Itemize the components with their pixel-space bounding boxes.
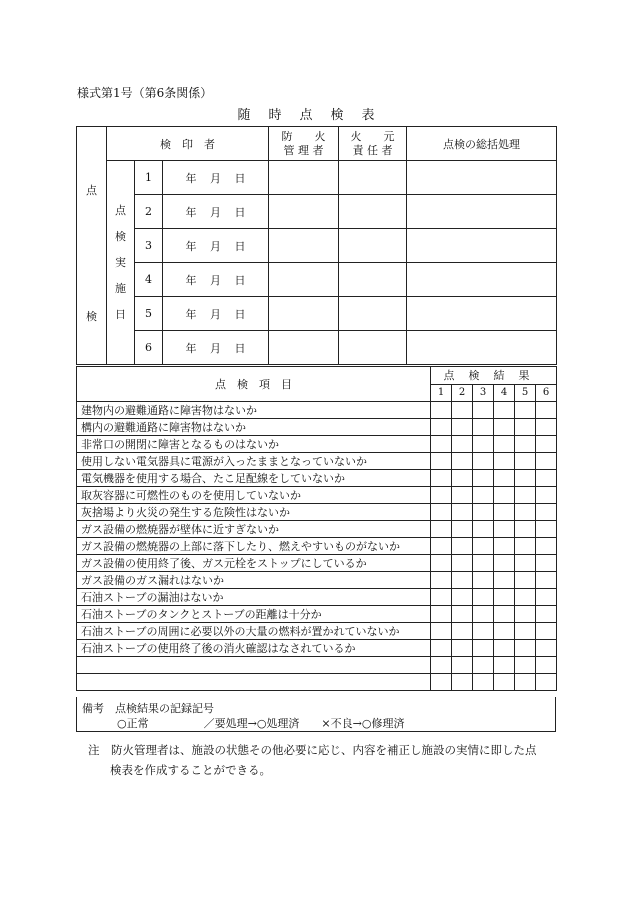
result-cell[interactable] (536, 436, 557, 453)
date-row-number: 1 (135, 161, 163, 195)
result-cell[interactable] (452, 521, 473, 538)
result-cell[interactable] (431, 504, 452, 521)
result-cell[interactable] (515, 538, 536, 555)
result-cell[interactable] (452, 606, 473, 623)
result-cell[interactable] (536, 572, 557, 589)
summary-cell[interactable] (407, 161, 557, 195)
result-cell[interactable] (536, 589, 557, 606)
table-row (77, 504, 557, 521)
result-cell[interactable] (452, 589, 473, 606)
result-cell[interactable] (473, 555, 494, 572)
result-col-number: 6 (536, 384, 557, 402)
result-cell[interactable] (452, 623, 473, 640)
result-cell[interactable] (536, 487, 557, 504)
result-cell[interactable] (431, 470, 452, 487)
summary-cell[interactable] (407, 229, 557, 263)
document-title: 随時点検表 (237, 108, 393, 123)
date-field[interactable]: 年 月 日 (163, 229, 269, 263)
fire-manager-header: 防 火 管 理 者 (269, 127, 339, 161)
table-row (77, 419, 557, 436)
table-row (77, 623, 557, 640)
check-item-label (77, 657, 431, 674)
side-label-cell (77, 127, 107, 365)
table-row (77, 640, 557, 657)
remarks-box (76, 697, 556, 732)
form-title: 様式第1号（第6条関係） (77, 86, 213, 100)
result-cell[interactable] (473, 453, 494, 470)
result-cell[interactable] (473, 521, 494, 538)
inspection-record-table (76, 126, 557, 365)
result-cell[interactable] (494, 402, 515, 419)
result-cell[interactable] (431, 436, 452, 453)
result-cell[interactable] (515, 623, 536, 640)
result-cell[interactable] (515, 402, 536, 419)
result-col-number: 5 (515, 384, 536, 402)
date-row-number: 2 (135, 195, 163, 229)
result-cell[interactable] (515, 436, 536, 453)
result-cell[interactable] (431, 572, 452, 589)
check-item-label: 石油ストーブの使用終了後の消火確認はなされているか (77, 640, 431, 657)
check-item-label: 建物内の避難通路に障害物はないか (77, 402, 431, 419)
result-cell[interactable] (536, 606, 557, 623)
result-cell[interactable] (473, 538, 494, 555)
table-row (77, 521, 557, 538)
date-field[interactable]: 年 月 日 (163, 195, 269, 229)
result-cell[interactable] (431, 521, 452, 538)
result-cell[interactable] (515, 487, 536, 504)
remarks-title: 備考 点検結果の記録記号 (82, 702, 214, 715)
date-field[interactable]: 年 月 日 (163, 297, 269, 331)
table-row (77, 674, 557, 691)
fire-source-stamp[interactable] (339, 297, 407, 331)
result-cell[interactable] (452, 436, 473, 453)
result-cell[interactable] (473, 504, 494, 521)
fire-source-stamp[interactable] (339, 161, 407, 195)
check-item-label: 石油ストーブの周囲に必要以外の大量の燃料が置かれていないか (77, 623, 431, 640)
table-row (77, 470, 557, 487)
result-cell[interactable] (473, 436, 494, 453)
table-row (77, 606, 557, 623)
date-row-number: 4 (135, 263, 163, 297)
check-item-label: 石油ストーブの漏油はないか (77, 589, 431, 606)
result-cell[interactable] (536, 402, 557, 419)
fire-source-stamp[interactable] (339, 331, 407, 365)
result-col-number: 1 (431, 384, 452, 402)
table-row (77, 555, 557, 572)
result-cell[interactable] (452, 538, 473, 555)
table-row (77, 657, 557, 674)
result-cell[interactable] (494, 572, 515, 589)
check-item-label: 構内の避難通路に障害物はないか (77, 419, 431, 436)
result-cell[interactable] (431, 657, 452, 674)
table-row (77, 453, 557, 470)
result-cell[interactable] (494, 623, 515, 640)
result-cell[interactable] (473, 674, 494, 691)
table-row (77, 572, 557, 589)
result-cell[interactable] (452, 657, 473, 674)
result-cell[interactable] (431, 589, 452, 606)
result-cell[interactable] (431, 623, 452, 640)
result-cell[interactable] (452, 572, 473, 589)
result-cell[interactable] (494, 521, 515, 538)
date-field[interactable]: 年 月 日 (163, 161, 269, 195)
result-cell[interactable] (515, 657, 536, 674)
table-row (77, 487, 557, 504)
results-header: 点検結果 (431, 367, 557, 385)
date-row-number: 6 (135, 331, 163, 365)
result-cell[interactable] (515, 419, 536, 436)
result-cell[interactable] (515, 555, 536, 572)
fire-source-stamp[interactable] (339, 229, 407, 263)
table-row (77, 402, 557, 419)
result-cell[interactable] (494, 504, 515, 521)
table-row (77, 436, 557, 453)
check-item-label (77, 674, 431, 691)
result-cell[interactable] (473, 572, 494, 589)
check-item-label: 非常口の開閉に障害となるものはないか (77, 436, 431, 453)
fire-manager-stamp[interactable] (269, 263, 339, 297)
result-cell[interactable] (452, 470, 473, 487)
result-cell[interactable] (452, 419, 473, 436)
check-item-label: 電気機器を使用する場合、たこ足配線をしていないか (77, 470, 431, 487)
fire-source-header: 火 元 責 任 者 (339, 127, 407, 161)
result-cell[interactable] (536, 419, 557, 436)
result-cell[interactable] (431, 555, 452, 572)
date-row-number: 3 (135, 229, 163, 263)
fire-manager-stamp[interactable] (269, 229, 339, 263)
result-cell[interactable] (515, 606, 536, 623)
result-cell[interactable] (494, 470, 515, 487)
summary-cell[interactable] (407, 297, 557, 331)
result-cell[interactable] (515, 470, 536, 487)
fire-manager-stamp[interactable] (269, 297, 339, 331)
table-row (77, 538, 557, 555)
result-cell[interactable] (536, 538, 557, 555)
result-cell[interactable] (452, 487, 473, 504)
side-label-top: 点 (86, 184, 97, 197)
result-cell[interactable] (473, 640, 494, 657)
result-cell[interactable] (494, 487, 515, 504)
result-cell[interactable] (536, 657, 557, 674)
result-cell[interactable] (536, 555, 557, 572)
result-cell[interactable] (536, 521, 557, 538)
result-cell[interactable] (431, 674, 452, 691)
result-cell[interactable] (536, 674, 557, 691)
check-item-label: ガス設備のガス漏れはないか (77, 572, 431, 589)
result-cell[interactable] (494, 589, 515, 606)
result-cell[interactable] (494, 674, 515, 691)
check-item-label: 石油ストーブのタンクとストーブの距離は十分か (77, 606, 431, 623)
result-cell[interactable] (515, 589, 536, 606)
result-cell[interactable] (536, 453, 557, 470)
check-item-label: ガス設備の燃焼器の上部に落下したり、燃えやすいものがないか (77, 538, 431, 555)
result-cell[interactable] (494, 538, 515, 555)
footnote (88, 740, 558, 780)
result-cell[interactable] (494, 436, 515, 453)
result-cell[interactable] (473, 606, 494, 623)
result-cell[interactable] (431, 453, 452, 470)
result-cell[interactable] (515, 521, 536, 538)
date-field[interactable]: 年 月 日 (163, 331, 269, 365)
check-item-label: 取灰容器に可燃性のものを使用していないか (77, 487, 431, 504)
result-cell[interactable] (431, 402, 452, 419)
result-cell[interactable] (536, 504, 557, 521)
remarks-legend: ○正常 ／要処理→○処理済 ×不良→○修理済 (117, 717, 405, 730)
fire-manager-stamp[interactable] (269, 331, 339, 365)
result-cell[interactable] (431, 487, 452, 504)
result-cell[interactable] (494, 453, 515, 470)
checklist-table (76, 366, 557, 691)
summary-cell[interactable] (407, 195, 557, 229)
check-item-label: ガス設備の使用終了後、ガス元栓をストップにしているか (77, 555, 431, 572)
summary-cell[interactable] (407, 331, 557, 365)
result-cell[interactable] (452, 504, 473, 521)
result-cell[interactable] (515, 453, 536, 470)
result-col-number: 4 (494, 384, 515, 402)
result-cell[interactable] (473, 419, 494, 436)
result-cell[interactable] (431, 538, 452, 555)
result-cell[interactable] (536, 640, 557, 657)
result-cell[interactable] (452, 674, 473, 691)
date-row-number: 5 (135, 297, 163, 331)
result-cell[interactable] (536, 623, 557, 640)
summary-cell[interactable] (407, 263, 557, 297)
result-cell[interactable] (515, 572, 536, 589)
fire-manager-stamp[interactable] (269, 195, 339, 229)
result-cell[interactable] (494, 640, 515, 657)
result-cell[interactable] (452, 640, 473, 657)
result-cell[interactable] (431, 606, 452, 623)
date-label-cell: 点 検 実 施 日 (107, 161, 135, 365)
date-field[interactable]: 年 月 日 (163, 263, 269, 297)
footnote-line-1: 注 防火管理者は、施設の状態その他必要に応じ、内容を補正し施設の実情に即した点 (88, 743, 537, 757)
result-cell[interactable] (494, 419, 515, 436)
result-cell[interactable] (431, 419, 452, 436)
result-cell[interactable] (494, 657, 515, 674)
fire-source-stamp[interactable] (339, 263, 407, 297)
result-cell[interactable] (515, 504, 536, 521)
result-cell[interactable] (494, 555, 515, 572)
result-cell[interactable] (536, 470, 557, 487)
result-cell[interactable] (473, 623, 494, 640)
result-cell[interactable] (515, 674, 536, 691)
check-item-label: 使用しない電気器具に電源が入ったままとなっていないか (77, 453, 431, 470)
check-item-label: 灰捨場より火災の発生する危険性はないか (77, 504, 431, 521)
result-cell[interactable] (494, 606, 515, 623)
result-cell[interactable] (473, 589, 494, 606)
result-cell[interactable] (473, 657, 494, 674)
checklist-body (77, 402, 557, 691)
side-label-bottom: 検 (86, 310, 97, 323)
result-cell[interactable] (473, 487, 494, 504)
result-cell[interactable] (473, 402, 494, 419)
result-col-number: 2 (452, 384, 473, 402)
inspector-header: 検 印 者 (107, 127, 269, 161)
result-cell[interactable] (431, 640, 452, 657)
result-col-number: 3 (473, 384, 494, 402)
result-cell[interactable] (473, 470, 494, 487)
result-cell[interactable] (452, 402, 473, 419)
summary-header: 点検の総括処理 (407, 127, 557, 161)
footnote-line-2: 検表を作成することができる。 (110, 763, 271, 777)
fire-manager-stamp[interactable] (269, 161, 339, 195)
items-header: 点 検 項 目 (77, 367, 431, 402)
result-cell[interactable] (515, 640, 536, 657)
table-row (77, 589, 557, 606)
result-cell[interactable] (452, 555, 473, 572)
fire-source-stamp[interactable] (339, 195, 407, 229)
check-item-label: ガス設備の燃焼器が壁体に近すぎないか (77, 521, 431, 538)
result-cell[interactable] (452, 453, 473, 470)
